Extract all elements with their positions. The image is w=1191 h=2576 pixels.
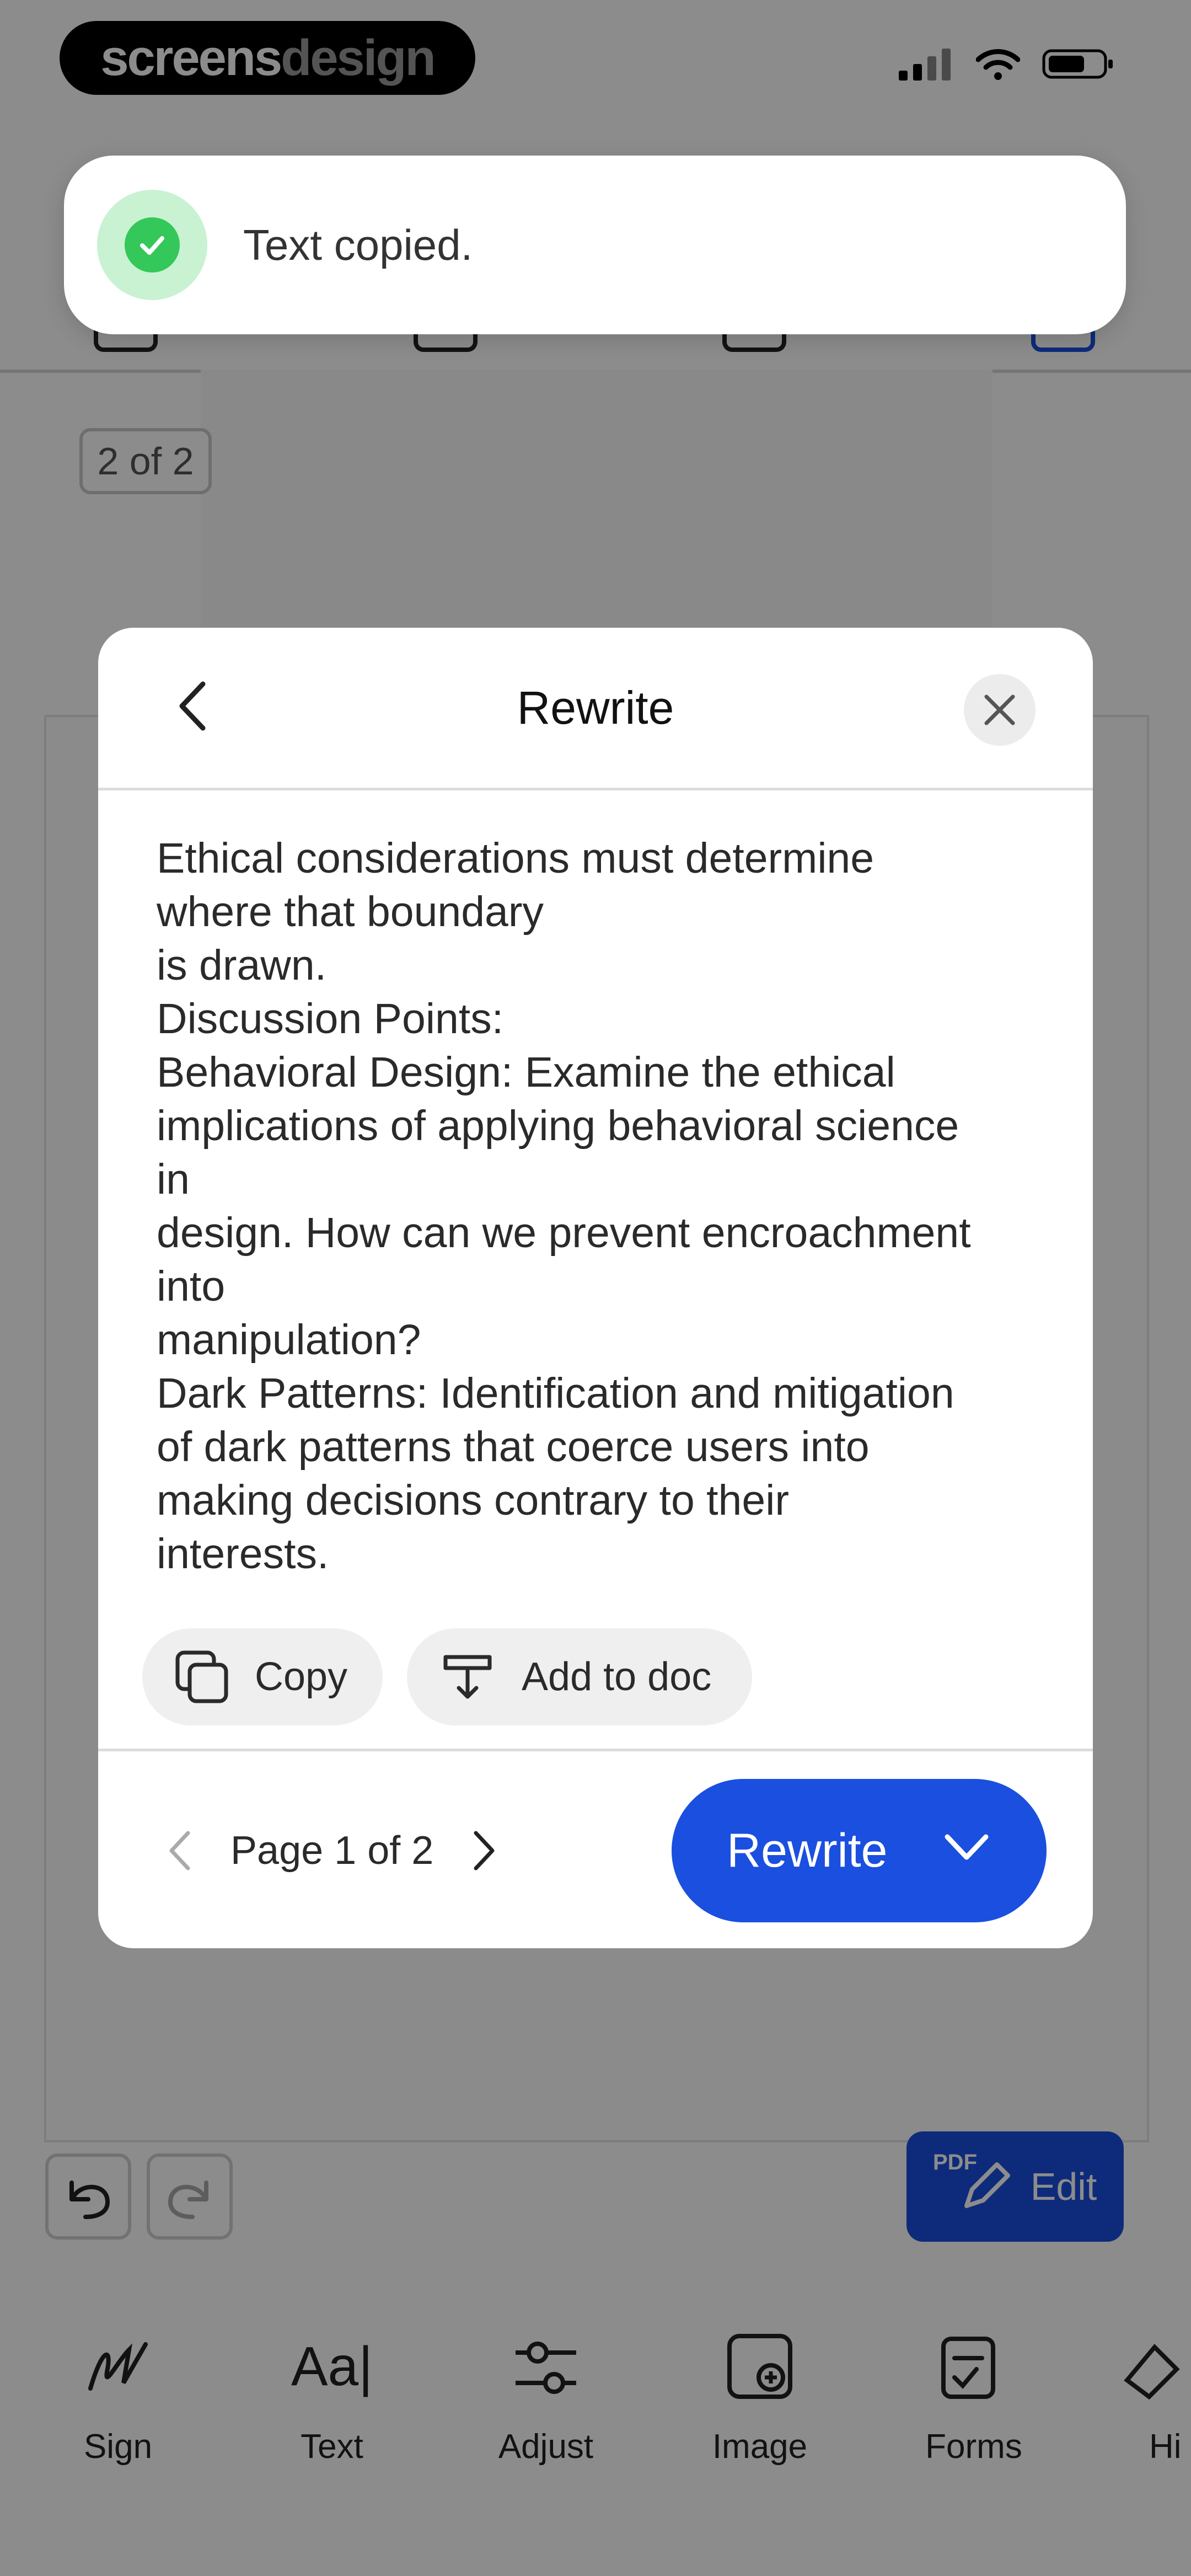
toast-message: Text copied. (243, 220, 473, 269)
brand-part2: design (281, 29, 434, 86)
page-indicator: 2 of 2 (79, 428, 212, 494)
toast-notification (64, 156, 1126, 334)
page-indicator-label: Page 1 of 2 (230, 1829, 434, 1873)
insert-into-document-icon (441, 1650, 494, 1703)
tool-label: Text (301, 2428, 363, 2466)
chevron-left-icon (166, 1829, 194, 1873)
add-to-doc-label: Add to doc (522, 1655, 712, 1699)
tool-label: Image (712, 2428, 808, 2466)
check-circle-icon (97, 190, 207, 300)
copy-icon (173, 1648, 230, 1706)
dialog-footer (98, 1749, 1093, 1948)
pdf-tag: PDF (933, 2150, 977, 2174)
add-to-doc-button[interactable] (407, 1628, 752, 1725)
rewrite-result-text: Ethical considerations must determine where that boundary is drawn. Discussion Points: Behavioral Design: Examine the ethical implications of applying behavioral science in design. How can we prevent encroachment into manipulation? Dark Patterns: Identification and mitigation of dark patterns that coerce users into making decisions contrary to their interests. (157, 835, 971, 1578)
chevron-down-icon (942, 1829, 991, 1867)
tool-label: Hi (1149, 2428, 1182, 2466)
edit-label: Edit (1030, 2165, 1097, 2208)
previous-page-button[interactable] (158, 1823, 202, 1878)
dialog-header (98, 628, 1093, 790)
copy-button[interactable] (142, 1628, 383, 1725)
rewrite-button-label: Rewrite (727, 1824, 888, 1877)
close-button[interactable] (964, 674, 1036, 746)
dialog-title: Rewrite (517, 681, 674, 734)
rewrite-button[interactable] (672, 1779, 1047, 1922)
close-icon (982, 692, 1017, 728)
tool-label: Adjust (498, 2428, 594, 2466)
tool-label: Sign (83, 2428, 153, 2466)
copy-label: Copy (255, 1655, 348, 1699)
tool-label: Forms (925, 2428, 1022, 2466)
brand-part1: screens (100, 29, 281, 86)
text-icon: Aa| (291, 2335, 373, 2397)
next-page-button[interactable] (462, 1823, 506, 1878)
rewrite-dialog (98, 628, 1093, 1948)
chevron-right-icon (470, 1829, 498, 1873)
